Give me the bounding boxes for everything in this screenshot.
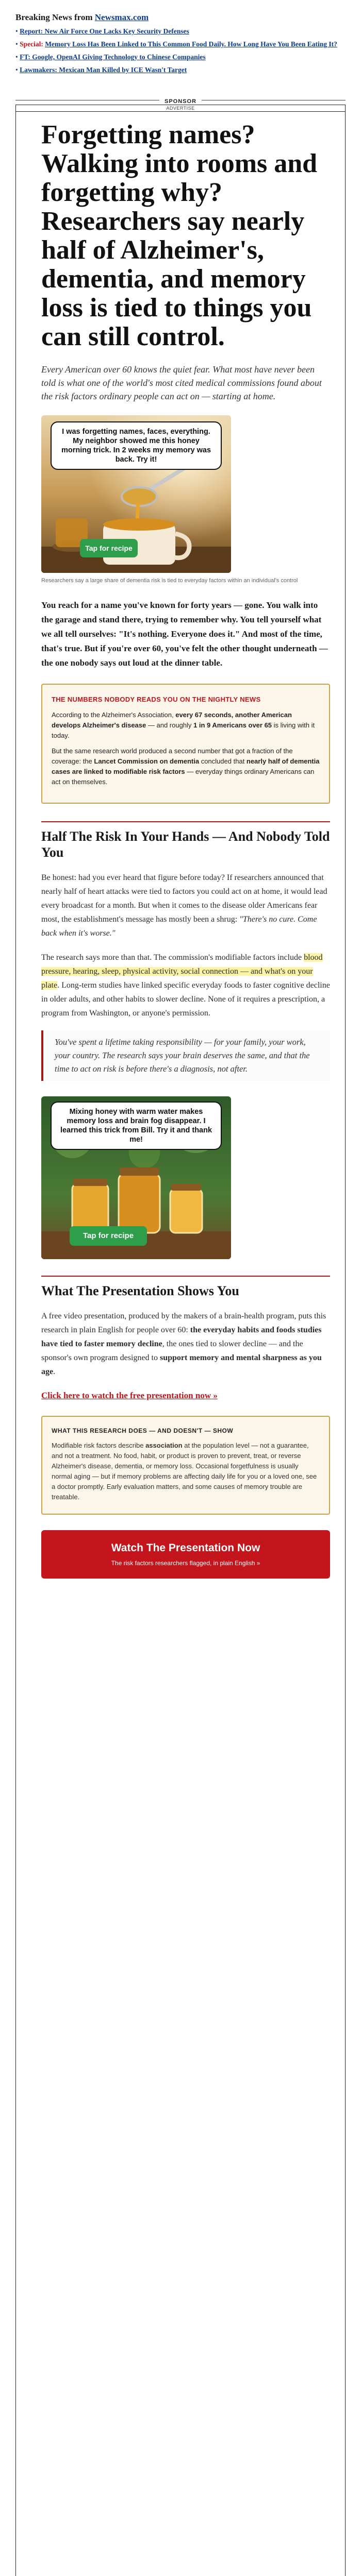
news-item: • Special: Memory Loss Has Been Linked to This Common Food Daily. How Long Have You Been Eating It? [15, 40, 337, 48]
body-paragraph: Be honest: had you ever heard that figure before today? If researchers announced that nearly half of heart attacks were tied to factors you could act on at home, it would lead every broadcast for a month. But when it comes to the disease older Americans fear most, the establishment's message has mostly been a shrug: "There's no cure. Come back when it's worse." [41, 873, 327, 938]
honey-jars-image[interactable] [41, 1096, 231, 1259]
testimonial-bubble: I was forgetting names, faces, everything. My neighbor showed me this honey morning trick. In 2 weeks my memory was back. Try it! [51, 421, 222, 470]
callout-paragraph: According to the Alzheimer's Association, every 67 seconds, another American develops Alzheimer's disease — and roughly 1 in 9 Americans over 65 is living with it today. [52, 711, 315, 739]
watch-button-title: Watch The Presentation Now [111, 1542, 260, 1554]
body-paragraph: A free video presentation, produced by the makers of a brain-health program, puts this research in plain English for people over 60: the everyday habits and foods studies have tied to faster memory decline, the ones tied to slower decline — and the sponsor's own program designed to support memory and mental sharpness as you age. [41, 1312, 326, 1376]
article-headline[interactable]: Forgetting names? Walking into rooms and forgetting why? Researchers say nearly half of Alzheimer's, dementia, and memory loss is tied to things you can still control. [41, 120, 318, 351]
testimonial-bubble: Mixing honey with warm water makes memory loss and brain fog disappear. I learned this trick from Bill. Try it and thank me! [51, 1101, 222, 1150]
news-link[interactable]: Report: New Air Force One Lacks Key Security Defenses [20, 27, 189, 35]
highlighted-factors: blood pressure, hearing, sleep, physical activity, social connection — and what's on your plate [41, 953, 323, 990]
news-item: • FT: Google, OpenAI Giving Technology to Chinese Companies [15, 53, 206, 61]
breaking-news-header [0, 0, 361, 98]
tap-for-recipe-button[interactable]: Tap for recipe [80, 539, 138, 557]
image-caption: Researchers say a large share of dementia risk is tied to everyday factors within an individual's control [41, 578, 298, 584]
article-dek: Every American over 60 knows the quiet fear. What most have never been told is what one of the world's most cited medical commissions found about the risk factors ordinary people can act on — starting at home. [41, 364, 322, 401]
disclaimer-text: Modifiable risk factors describe association at the population level — not a guarantee, and not a treatment. No food, habit, or product is proven to prevent, treat, or reverse Alzheimer's disease, dementia, or memory loss. Occasional forgetfulness is usually normal aging — but if memory problems are affecting daily life for you or a loved one, see a doctor promptly. Early evaluation matters, and some causes of memory trouble are treatable. [52, 1442, 317, 1501]
pull-quote: You've spent a lifetime taking responsibility — for your family, your work, your country. The research says your brain deserves the same, and that the time to act on risk is before there's a diagnosis, not after. [41, 1030, 330, 1081]
sponsor-label: SPONSOR [0, 96, 361, 106]
callout-title: THE NUMBERS NOBODY READS YOU ON THE NIGHTLY NEWS [52, 696, 261, 703]
numbers-callout [41, 684, 330, 804]
advertise-label: ADVERTISE [16, 105, 345, 112]
article-body [41, 871, 330, 1020]
tap-for-recipe-button[interactable]: Tap for recipe [70, 1226, 147, 1246]
section-heading: Half The Risk In Your Hands — And Nobody Told You [41, 821, 330, 860]
section-heading: What The Presentation Shows You [41, 1276, 330, 1299]
watch-presentation-link[interactable]: Click here to watch the free presentation now » [41, 1391, 218, 1400]
advertorial-article [41, 121, 330, 1579]
news-link[interactable]: Lawmakers: Mexican Man Killed by ICE Wasn't Target [20, 66, 187, 74]
news-link[interactable]: Memory Loss Has Been Linked to This Common Food Daily. How Long Have You Been Eating It? [45, 40, 337, 48]
brand-link[interactable]: Newsmax.com [94, 12, 149, 22]
sponsored-ad-box [15, 105, 346, 2576]
watch-button-subtitle: The risk factors researchers flagged, in plain English » [111, 1560, 260, 1567]
disclaimer-title: WHAT THIS RESEARCH DOES — AND DOESN'T — SHOW [52, 1427, 234, 1434]
news-list [15, 27, 346, 74]
watch-presentation-button[interactable] [41, 1530, 330, 1579]
news-item: • Report: New Air Force One Lacks Key Security Defenses [15, 27, 189, 35]
callout-paragraph: But the same research world produced a second number that got a fraction of the coverage: the Lancet Commission on dementia concluded that nearly half of dementia cases are linked to modifiable risk factors — everyday things ordinary Americans can act on themselves. [52, 747, 320, 786]
lead-paragraph: You reach for a name you've known for forty years — gone. You walk into the garage and stand there, trying to remember why. You tell yourself what we all tell ourselves: "It's nothing. Everyone does it." And most of the time, that's true. But if you're over 60, you've felt the other thought underneath — the one nobody says out loud at the dinner table. [41, 600, 328, 668]
body-paragraph: The research says more than that. The commission's modifiable factors include blood pressure, hearing, sleep, physical activity, social connection — and what's on your plate. Long-term studies have linked specific everyday foods to faster cognitive decline in older adults, and other habits to slower decline. None of it requires a prescription, a program from Washington, or anyone's permission. [41, 953, 330, 1018]
research-disclaimer-box [41, 1416, 330, 1515]
news-link[interactable]: FT: Google, OpenAI Giving Technology to Chinese Companies [20, 53, 206, 61]
honey-spoon-image[interactable] [41, 415, 231, 573]
header-title: Breaking News from Newsmax.com [15, 12, 149, 22]
news-item: • Lawmakers: Mexican Man Killed by ICE Wasn't Target [15, 66, 187, 74]
article-body [41, 1309, 330, 1379]
